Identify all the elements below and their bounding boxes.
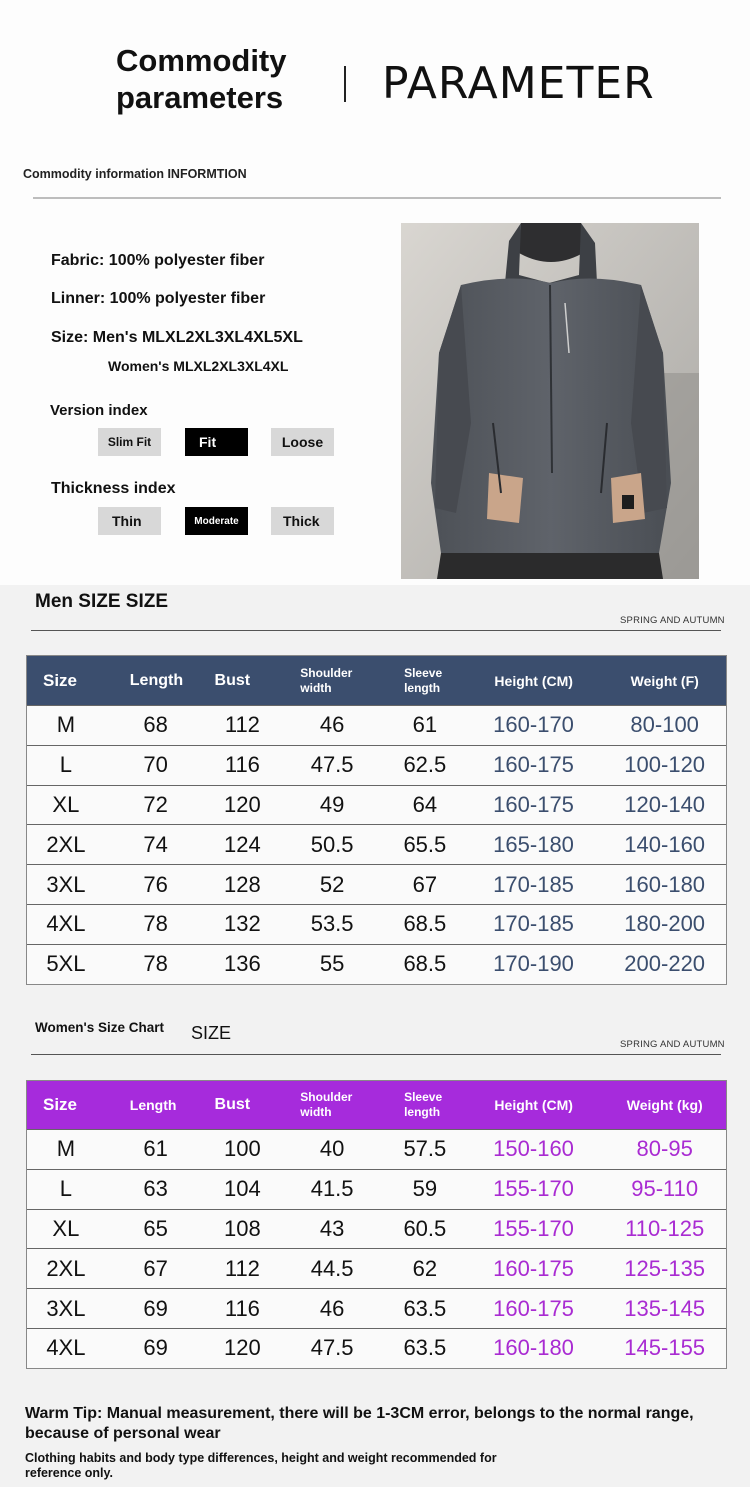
cell-height: 170-185 <box>493 871 574 897</box>
cell-sleeve: 57.5 <box>403 1136 447 1162</box>
cell-bust: 132 <box>224 911 261 937</box>
cell-shoulder: 47.5 <box>310 752 354 778</box>
cell-sleeve: 65.5 <box>403 831 447 857</box>
women-size-table <box>26 1080 727 1369</box>
men-title-divider <box>31 630 721 631</box>
cell-height: 160-175 <box>493 1255 574 1281</box>
table-row <box>27 944 726 984</box>
cell-length: 61 <box>143 1136 168 1162</box>
cell-height: 155-170 <box>493 1176 574 1202</box>
cell-height: 150-160 <box>493 1136 574 1162</box>
cell-bust: 128 <box>224 871 261 897</box>
jacket-model-illustration <box>401 223 699 579</box>
cell-height: 165-180 <box>493 831 574 857</box>
men-header-height: Height (CM) <box>494 672 573 689</box>
men-season-label: SPRING AND AUTUMN <box>620 615 725 626</box>
men-header-shoulder: Shoulder width <box>300 665 353 695</box>
women-table-title: Women's Size Chart <box>35 1020 164 1035</box>
cell-length: 69 <box>143 1335 168 1361</box>
cell-bust: 136 <box>224 951 261 977</box>
cell-bust: 116 <box>224 1295 260 1321</box>
cell-length: 74 <box>143 831 168 857</box>
cell-sleeve: 67 <box>412 871 438 897</box>
cell-weight: 180-200 <box>624 911 706 937</box>
table-row <box>27 904 726 944</box>
cell-size: 3XL <box>46 871 86 897</box>
men-header-length: Length <box>129 671 184 689</box>
cell-weight: 135-145 <box>624 1295 706 1321</box>
cell-sleeve: 63.5 <box>403 1335 447 1361</box>
table-row <box>27 745 726 785</box>
cell-length: 70 <box>143 752 168 778</box>
cell-sleeve: 62 <box>412 1255 438 1281</box>
model-photo <box>401 223 699 579</box>
cell-sleeve: 63.5 <box>403 1295 447 1321</box>
cell-size: 3XL <box>46 1295 86 1321</box>
reference-note: Clothing habits and body type differences, height and weight recommended for reference only. <box>25 1451 497 1480</box>
women-title-divider <box>31 1054 721 1055</box>
cell-weight: 95-110 <box>631 1176 699 1202</box>
table-row <box>27 705 726 745</box>
cell-sleeve: 59 <box>412 1176 438 1202</box>
table-row <box>27 1129 726 1169</box>
cell-length: 68 <box>143 712 168 738</box>
cell-shoulder: 53.5 <box>310 911 354 937</box>
cell-size: 5XL <box>46 951 86 977</box>
cell-bust: 112 <box>224 1255 260 1281</box>
cell-size: 4XL <box>46 911 86 937</box>
cell-bust: 116 <box>224 752 260 778</box>
women-header-weight: Weight (kg) <box>626 1097 703 1113</box>
cell-shoulder: 55 <box>319 951 345 977</box>
women-header-size: Size <box>43 1095 78 1114</box>
women-header-sleeve: Sleeve length <box>404 1090 443 1119</box>
cell-shoulder: 52 <box>319 871 345 897</box>
men-header-weight: Weight (F) <box>630 672 699 689</box>
women-table-header <box>27 1081 726 1129</box>
cell-shoulder: 49 <box>319 791 345 817</box>
cell-bust: 108 <box>224 1215 261 1241</box>
cell-length: 78 <box>143 911 168 937</box>
cell-length: 67 <box>143 1255 168 1281</box>
cell-size: 2XL <box>46 831 86 857</box>
cell-sleeve: 61 <box>412 712 438 738</box>
cell-length: 78 <box>143 951 168 977</box>
cell-bust: 120 <box>224 1335 261 1361</box>
version-option-loose: Loose <box>271 428 334 456</box>
cell-shoulder: 46 <box>319 1295 345 1321</box>
table-row <box>27 785 726 825</box>
cell-sleeve: 68.5 <box>403 951 447 977</box>
cell-size: XL <box>52 791 80 817</box>
table-row <box>27 1288 726 1328</box>
table-row <box>27 864 726 904</box>
cell-weight: 80-95 <box>636 1136 693 1162</box>
cell-length: 65 <box>143 1215 168 1241</box>
women-header-height: Height (CM) <box>494 1097 573 1113</box>
men-table-body <box>27 705 726 984</box>
fabric-spec: Fabric: 100% polyester fiber <box>51 252 265 269</box>
title-line-2: parameters <box>116 80 284 115</box>
cell-height: 155-170 <box>493 1215 574 1241</box>
women-header-length: Length <box>129 1097 177 1113</box>
thickness-option-moderate: Moderate <box>185 507 248 535</box>
parameter-heading: PARAMETER <box>382 58 655 109</box>
cell-size: XL <box>52 1215 80 1241</box>
linner-spec: Linner: 100% polyester fiber <box>51 290 266 307</box>
cell-sleeve: 68.5 <box>403 911 447 937</box>
women-table-title-suffix: SIZE <box>191 1023 232 1043</box>
cell-weight: 160-180 <box>624 871 706 897</box>
title-line-1: Commodity <box>116 43 287 78</box>
cell-weight: 140-160 <box>624 831 706 857</box>
men-table-title: Men SIZE SIZE <box>35 591 169 612</box>
table-row <box>27 1248 726 1288</box>
cell-weight: 110-125 <box>625 1215 705 1241</box>
women-header-shoulder: Shoulder width <box>300 1090 353 1119</box>
men-size-table <box>26 655 727 985</box>
cell-weight: 120-140 <box>624 791 706 817</box>
thickness-index-label: Thickness index <box>51 480 176 497</box>
cell-height: 160-175 <box>493 752 574 778</box>
women-season-label: SPRING AND AUTUMN <box>620 1039 725 1050</box>
cell-sleeve: 64 <box>412 791 438 817</box>
page-title <box>116 42 287 116</box>
table-row <box>27 1169 726 1209</box>
table-row <box>27 824 726 864</box>
size-men-spec: Size: Men's MLXL2XL3XL4XL5XL <box>51 329 303 346</box>
cell-weight: 200-220 <box>624 951 706 977</box>
title-divider <box>344 66 346 102</box>
cell-bust: 112 <box>224 712 260 738</box>
men-header-sleeve: Sleeve length <box>404 665 443 695</box>
cell-weight: 100-120 <box>624 752 706 778</box>
cell-shoulder: 46 <box>319 712 345 738</box>
parameter-header-section <box>0 0 750 585</box>
cell-sleeve: 60.5 <box>403 1215 447 1241</box>
cell-length: 69 <box>143 1295 168 1321</box>
cell-size: M <box>56 712 76 738</box>
cell-size: L <box>59 752 73 778</box>
version-index-label: Version index <box>50 402 148 419</box>
men-header-bust: Bust <box>214 671 251 689</box>
cell-bust: 120 <box>224 791 261 817</box>
thickness-option-thick: Thick <box>271 507 334 535</box>
cell-sleeve: 62.5 <box>403 752 447 778</box>
cell-shoulder: 47.5 <box>310 1335 354 1361</box>
size-women-spec: Women's MLXL2XL3XL4XL <box>108 358 289 374</box>
info-divider <box>33 197 721 199</box>
men-table-header <box>27 656 726 705</box>
cell-shoulder: 41.5 <box>310 1176 354 1202</box>
cell-size: M <box>56 1136 76 1162</box>
cell-height: 160-180 <box>493 1335 574 1361</box>
cell-height: 160-170 <box>493 712 574 738</box>
women-header-bust: Bust <box>214 1096 251 1113</box>
cell-shoulder: 44.5 <box>310 1255 354 1281</box>
cell-height: 160-175 <box>493 1295 574 1321</box>
cell-weight: 145-155 <box>624 1335 706 1361</box>
cell-bust: 124 <box>224 831 261 857</box>
cell-height: 170-185 <box>493 911 574 937</box>
warm-tip: Warm Tip: Manual measurement, there will be 1-3CM error, belongs to the normal range, because of personal wear <box>25 1405 694 1442</box>
men-header-size: Size <box>43 670 78 690</box>
table-row <box>27 1328 726 1368</box>
cell-shoulder: 50.5 <box>310 831 354 857</box>
women-table-body <box>27 1129 726 1368</box>
cell-size: L <box>59 1176 73 1202</box>
cell-size: 4XL <box>46 1335 86 1361</box>
version-option-fit: Fit <box>185 428 248 456</box>
table-row <box>27 1209 726 1249</box>
cell-bust: 104 <box>224 1176 261 1202</box>
cell-weight: 125-135 <box>624 1255 706 1281</box>
cell-size: 2XL <box>46 1255 86 1281</box>
cell-length: 76 <box>143 871 168 897</box>
cell-weight: 80-100 <box>630 712 699 738</box>
version-option-slim-fit: Slim Fit <box>98 428 161 456</box>
cell-length: 63 <box>143 1176 168 1202</box>
cell-shoulder: 40 <box>319 1136 345 1162</box>
info-heading: Commodity information INFORMTION <box>23 167 247 181</box>
cell-height: 170-190 <box>493 951 574 977</box>
cell-bust: 100 <box>224 1136 261 1162</box>
cell-height: 160-175 <box>493 791 574 817</box>
cell-shoulder: 43 <box>319 1215 345 1241</box>
thickness-option-thin: Thin <box>98 507 161 535</box>
cell-length: 72 <box>143 791 168 817</box>
